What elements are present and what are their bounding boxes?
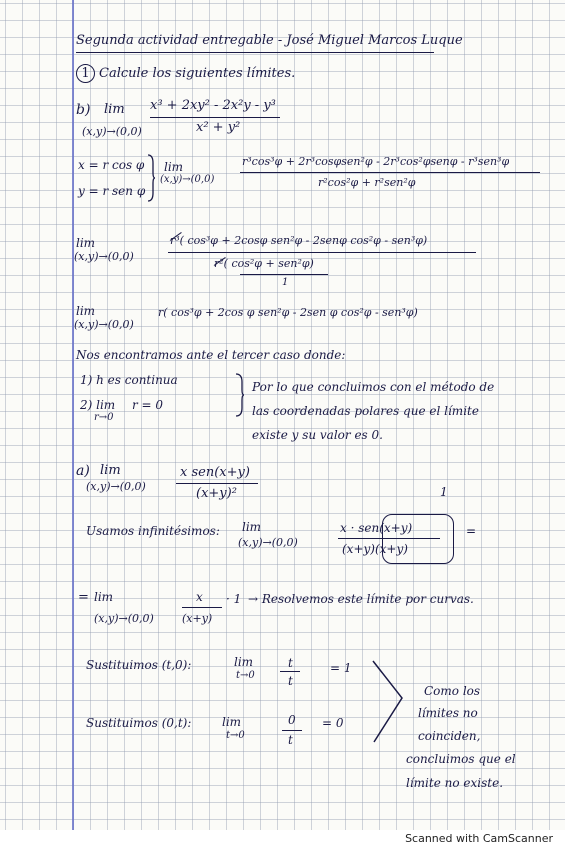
part-a-denominator: (x+y)² <box>196 486 237 501</box>
infinitesimal-equals: = <box>466 524 477 538</box>
step-equals: = <box>78 590 89 605</box>
final-line-4: concluimos que el <box>406 752 516 766</box>
part-b-denominator: x² + y² <box>196 120 241 135</box>
conclusion-line-3: existe y su valor es 0. <box>252 428 383 442</box>
exercise-heading <box>76 64 295 83</box>
step-times-one: · 1 <box>226 592 242 606</box>
title-underline <box>76 52 434 53</box>
curve-2-lim: lim <box>222 715 242 729</box>
case-line: Nos encontramos ante el tercer caso donde: <box>76 348 346 362</box>
step3-lim: lim <box>76 304 96 318</box>
conclusion-line-2: las coordenadas polares que el límite <box>252 404 479 418</box>
final-line-3: coinciden, <box>418 729 481 743</box>
step-lim: lim <box>94 590 114 604</box>
step2-denominator: r²( cos²φ + sen²φ) <box>214 257 314 270</box>
curve-1-label: Sustituimos (t,0): <box>86 658 192 672</box>
condition-2-sub: r→0 <box>94 412 114 423</box>
condition-2-lim: 2) lim <box>80 398 116 412</box>
step-fraction-bar <box>182 607 222 608</box>
exercise-number: 1 <box>76 64 95 83</box>
final-line-2: límites no <box>418 706 478 720</box>
brace-icon <box>146 153 156 203</box>
curve-2-value: = 0 <box>322 716 344 730</box>
condition-1: 1) h es continua <box>80 373 178 387</box>
part-b-numerator: x³ + 2xy² - 2x²y - y³ <box>150 98 276 113</box>
margin-line <box>72 0 74 830</box>
infinitesimal-label: Usamos infinitésimos: <box>86 524 220 538</box>
step2-lim-sub: (x,y)→(0,0) <box>74 250 134 263</box>
final-line-1: Como los <box>424 684 481 698</box>
curve-1-value: = 1 <box>330 661 352 675</box>
polar-denominator: r²cos²φ + r²sen²φ <box>318 176 416 189</box>
curve-1-numerator: t <box>288 656 293 670</box>
step-note: → Resolvemos este límite por curvas. <box>248 592 474 606</box>
curve-1-fraction-bar <box>280 671 300 672</box>
scanner-watermark: Scanned with CamScanner <box>405 832 553 845</box>
polar-x: x = r cos φ <box>78 158 145 172</box>
part-b-label: b) <box>76 102 91 118</box>
part-b-fraction-bar <box>150 117 280 118</box>
curve-2-denominator: t <box>288 733 293 747</box>
part-a-numerator: x sen(x+y) <box>180 465 250 480</box>
infinitesimal-lim: lim <box>242 520 262 534</box>
polar-lim: lim <box>164 160 184 174</box>
equivalence-box <box>382 514 454 564</box>
part-b-lim-sub: (x,y)→(0,0) <box>82 125 142 138</box>
curve-2-numerator: 0 <box>288 713 296 727</box>
final-line-5: límite no existe. <box>406 776 504 790</box>
step-denominator: (x+y) <box>182 612 213 625</box>
step2-numerator: r³( cos³φ + 2cosφ sen²φ - 2senφ cos²φ - sen³φ) <box>170 234 428 247</box>
polar-numerator: r³cos³φ + 2r³cosφsen²φ - 2r³cos²φsenφ - r³sen³φ <box>242 155 510 168</box>
part-a-label: a) <box>76 463 90 479</box>
infinitesimal-denominator: (x+y)(x+y) <box>342 542 408 556</box>
step3-expression: r( cos³φ + 2cos φ sen²φ - 2sen φ cos²φ - sen³φ) <box>158 306 418 319</box>
brace-icon <box>234 372 246 418</box>
step2-fraction-bar <box>168 252 476 253</box>
step2-underbrace <box>240 274 328 275</box>
polar-fraction-bar <box>240 172 540 173</box>
part-a-lim: lim <box>100 463 121 478</box>
exercise-prompt: Calcule los siguientes límites. <box>99 66 296 81</box>
polar-y: y = r sen φ <box>78 184 146 198</box>
curve-1-denominator: t <box>288 674 293 688</box>
part-a-fraction-bar <box>176 483 258 484</box>
curve-2-label: Sustituimos (0,t): <box>86 716 192 730</box>
polar-lim-sub: (x,y)→(0,0) <box>160 174 215 185</box>
curve-2-fraction-bar <box>282 730 302 731</box>
step2-one: 1 <box>282 277 289 288</box>
curve-2-sub: t→0 <box>226 730 245 741</box>
conclusion-line-1: Por lo que concluimos con el método de <box>252 380 495 394</box>
infinitesimal-numerator: x · sen(x+y) <box>340 521 413 535</box>
curve-1-sub: t→0 <box>236 670 255 681</box>
condition-2-value: r = 0 <box>132 398 164 412</box>
curve-1-lim: lim <box>234 655 254 669</box>
part-b-lim: lim <box>104 102 125 117</box>
tick-one: 1 <box>440 485 448 499</box>
part-a-lim-sub: (x,y)→(0,0) <box>86 480 146 493</box>
step-lim-sub: (x,y)→(0,0) <box>94 612 154 625</box>
step3-lim-sub: (x,y)→(0,0) <box>74 318 134 331</box>
step-numerator: x <box>196 590 203 604</box>
chevron-right-icon <box>370 658 406 746</box>
step2-lim: lim <box>76 236 96 250</box>
infinitesimal-lim-sub: (x,y)→(0,0) <box>238 536 298 549</box>
page-title: Segunda actividad entregable - José Miguel Marcos Luque <box>76 33 463 48</box>
